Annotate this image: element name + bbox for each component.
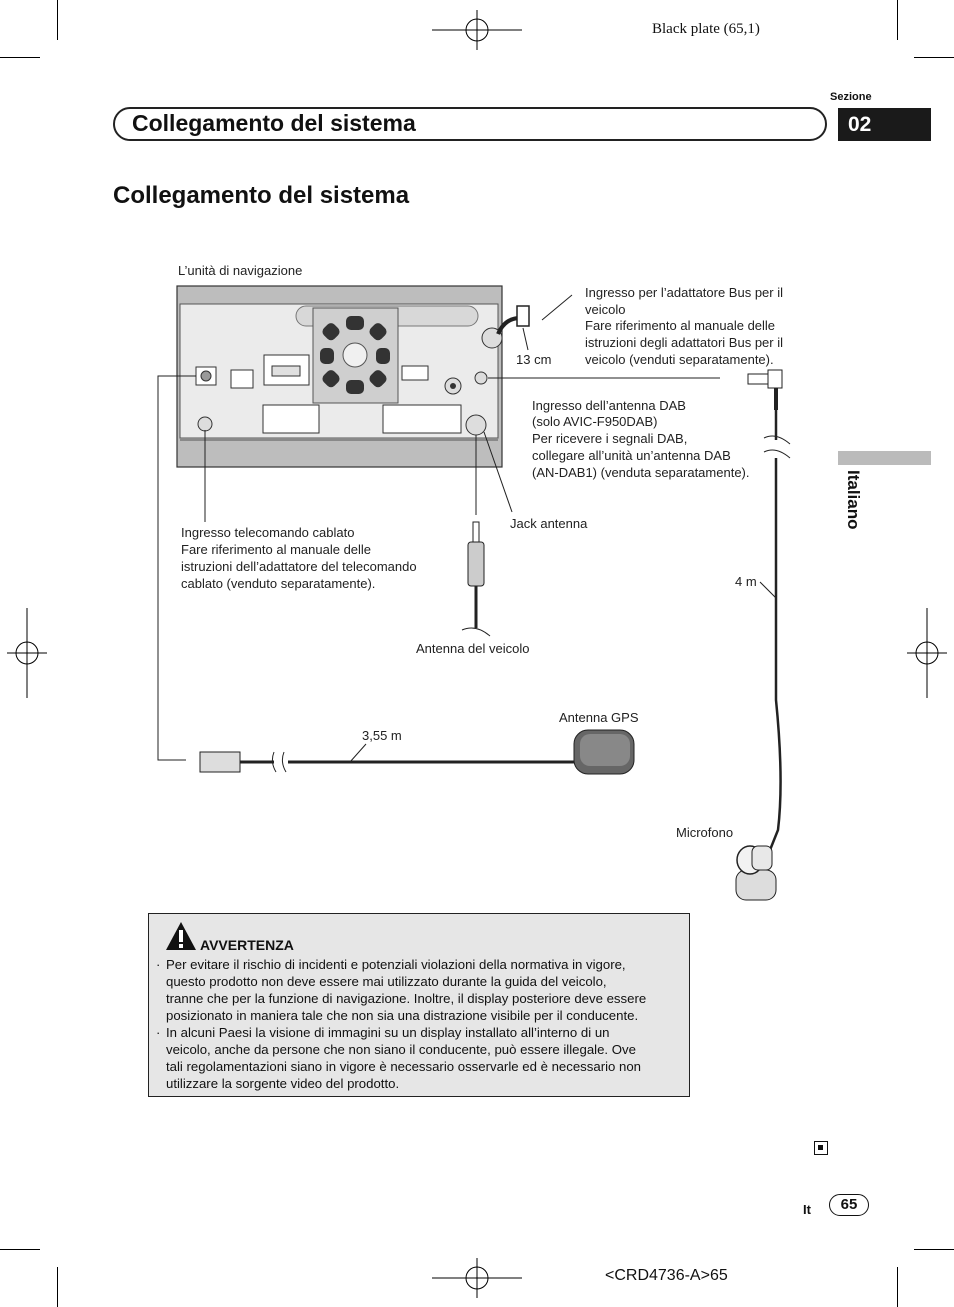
warning-item: · Per evitare il rischio di incidenti e potenziali violazioni della normativa in vigore, questo prodotto non deve essere mai utilizzato durante la guida del veicolo, tranne che per la funzione di navigazione. Inoltre, il display posteriore deve essere posizionato in maniera tale che non sia una distrazione visibile per il conducente.: [156, 957, 647, 1023]
gps-antenna-graphic: [574, 730, 634, 774]
gps-antenna-label: Antenna GPS: [559, 710, 639, 725]
language-code: It: [803, 1202, 811, 1217]
bullet: ·: [156, 1025, 161, 1040]
antenna-plug: [468, 522, 484, 628]
mic-cable: [770, 410, 781, 850]
gps-length-label: 3,55 m: [362, 728, 402, 743]
plate-label: Black plate (65,1): [652, 21, 760, 37]
section-label: Sezione: [830, 91, 872, 103]
bus-connector: [517, 306, 529, 326]
warning-icon: [164, 920, 198, 952]
jack-antenna-label: Jack antenna: [510, 516, 588, 531]
end-of-section-icon: [814, 1141, 828, 1155]
navigation-unit: [177, 286, 502, 467]
warning-heading: AVVERTENZA: [200, 937, 294, 953]
vehicle-antenna-label: Antenna del veicolo: [416, 641, 530, 656]
language-label: Italiano: [844, 470, 863, 530]
microphone-graphic: [736, 846, 776, 900]
bullet: ·: [156, 957, 161, 972]
warning-item: · In alcuni Paesi la visione di immagini su un display installato all’interno di un veicolo, anche da persone che non siano il conducente, può essere illegale. Ove tali regolamentazioni siano in vigore è necessario osservarle ed è necessario non utilizzare la sorgente video del prodotto.: [156, 1025, 642, 1091]
mic-length-label: 4 m: [735, 574, 757, 589]
bus-length-label: 13 cm: [516, 352, 552, 367]
header-title: Collegamento del sistema: [132, 110, 416, 136]
gps-connector: [200, 752, 240, 772]
page-title: Collegamento del sistema: [113, 182, 410, 209]
unit-label: L’unità di navigazione: [178, 263, 303, 278]
mic-jack: [748, 370, 782, 410]
page-number: 65: [829, 1194, 869, 1216]
document-code: <CRD4736-A>65: [605, 1267, 728, 1284]
section-number: 02: [838, 108, 931, 141]
microphone-label: Microfono: [676, 825, 734, 840]
